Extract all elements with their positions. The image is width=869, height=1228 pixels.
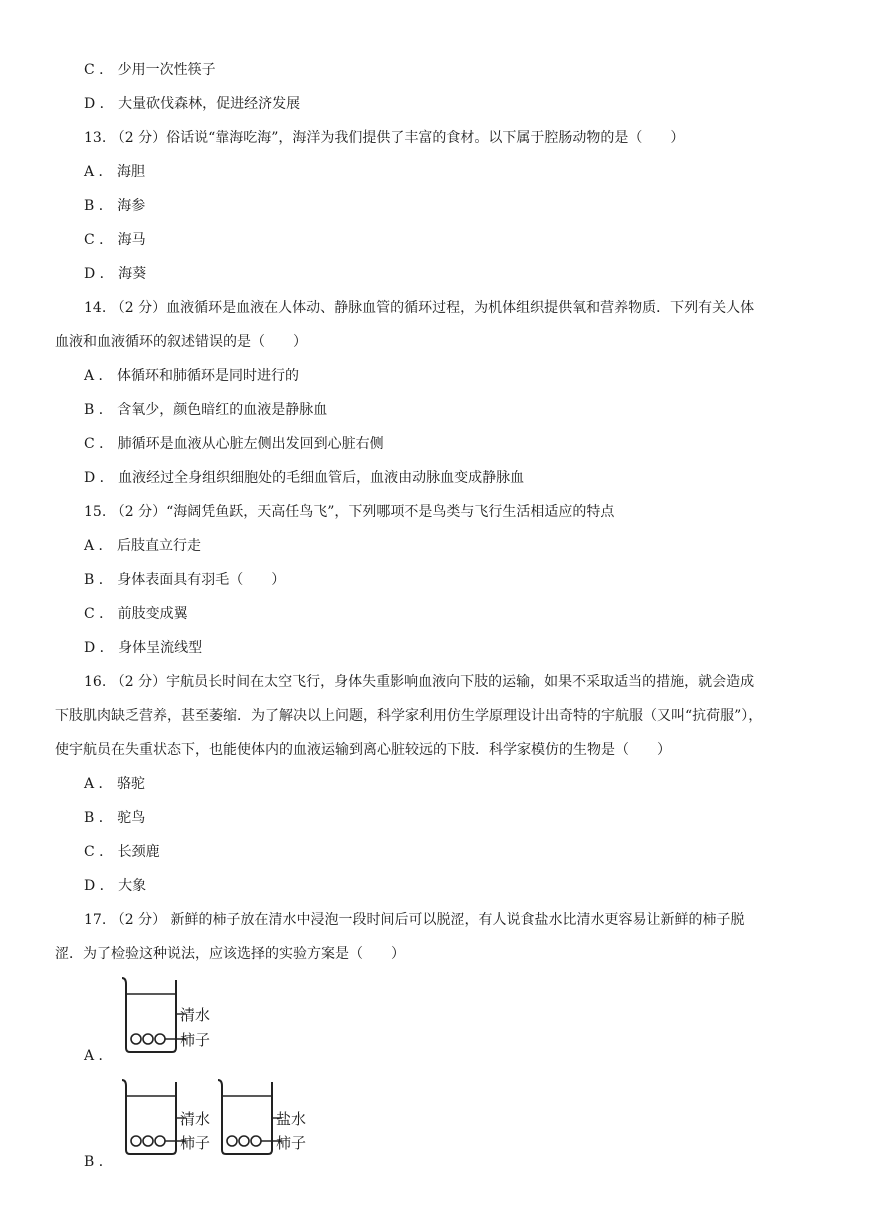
label-persimmon-b-right: 柿子 bbox=[276, 1134, 307, 1152]
question-16-line3: 使宇航员在失重状态下，也能使体内的血液运输到离心脏较远的下肢．科学家模仿的生物是（ ） bbox=[55, 742, 671, 758]
option-13d: D ． 海葵 bbox=[84, 266, 147, 282]
label-persimmon-b-left: 柿子 bbox=[180, 1134, 211, 1152]
option-17a: A ． bbox=[84, 1048, 113, 1064]
option-14c: C ． 肺循环是血液从心脏左侧出发回到心脏右侧 bbox=[84, 436, 384, 452]
option-16b: B ． 驼鸟 bbox=[84, 810, 146, 826]
option-13b: B ． 海参 bbox=[84, 198, 146, 214]
question-16-line2: 下肢肌肉缺乏营养，甚至萎缩．为了解决以上问题，科学家利用仿生学原理设计出奇特的宇航服（又叫“抗荷服”）， bbox=[55, 708, 763, 724]
question-13: 13. （2 分）俗话说“靠海吃海”，海洋为我们提供了丰富的食材。以下属于腔肠动物的是（ ） bbox=[84, 130, 685, 146]
option-13a: A ． 海胆 bbox=[84, 164, 146, 180]
question-14-line2: 血液和血液循环的叙述错误的是（ ） bbox=[55, 334, 307, 350]
option-17b: B ． bbox=[84, 1154, 113, 1170]
option-16c: C ． 长颈鹿 bbox=[84, 844, 160, 860]
label-water-b: 清水 bbox=[180, 1110, 211, 1128]
question-17-line1: 17. （2 分） 新鲜的柿子放在清水中浸泡一段时间后可以脱涩，有人说食盐水比清水更容易让新鲜的柿子脱 bbox=[84, 912, 745, 928]
question-16-line1: 16. （2 分）宇航员长时间在太空飞行，身体失重影响血液向下肢的运输，如果不采取适当的措施，就会造成 bbox=[84, 674, 755, 690]
option-14a: A ． 体循环和肺循环是同时进行的 bbox=[84, 368, 300, 384]
option-15b: B ． 身体表面具有羽毛（ ） bbox=[84, 572, 286, 588]
label-persimmon-a: 柿子 bbox=[180, 1031, 211, 1049]
option-12c: C ． 少用一次性筷子 bbox=[84, 62, 216, 78]
option-15d: D ． 身体呈流线型 bbox=[84, 640, 203, 656]
option-16a: A ． 骆驼 bbox=[84, 776, 146, 792]
option-15a: A ． 后肢直立行走 bbox=[84, 538, 202, 554]
label-saltwater-b: 盐水 bbox=[276, 1110, 307, 1128]
option-14d: D ． 血液经过全身组织细胞处的毛细血管后，血液由动脉血变成静脉血 bbox=[84, 470, 525, 486]
option-13c: C ． 海马 bbox=[84, 232, 146, 248]
question-15: 15. （2 分）“海阔凭鱼跃，天高任鸟飞”，下列哪项不是鸟类与飞行生活相适应的特点 bbox=[84, 504, 615, 520]
question-14-line1: 14. （2 分）血液循环是血液在人体动、静脉血管的循环过程，为机体组织提供氧和营养物质．下列有关人体 bbox=[84, 300, 755, 316]
option-12d: D ． 大量砍伐森林，促进经济发展 bbox=[84, 96, 301, 112]
label-water-a: 清水 bbox=[180, 1006, 211, 1024]
option-14b: B ． 含氧少，颜色暗红的血液是静脉血 bbox=[84, 402, 328, 418]
option-15c: C ． 前肢变成翼 bbox=[84, 606, 188, 622]
question-17-line2: 涩．为了检验这种说法，应该选择的实验方案是（ ） bbox=[55, 946, 405, 962]
option-16d: D ． 大象 bbox=[84, 878, 147, 894]
